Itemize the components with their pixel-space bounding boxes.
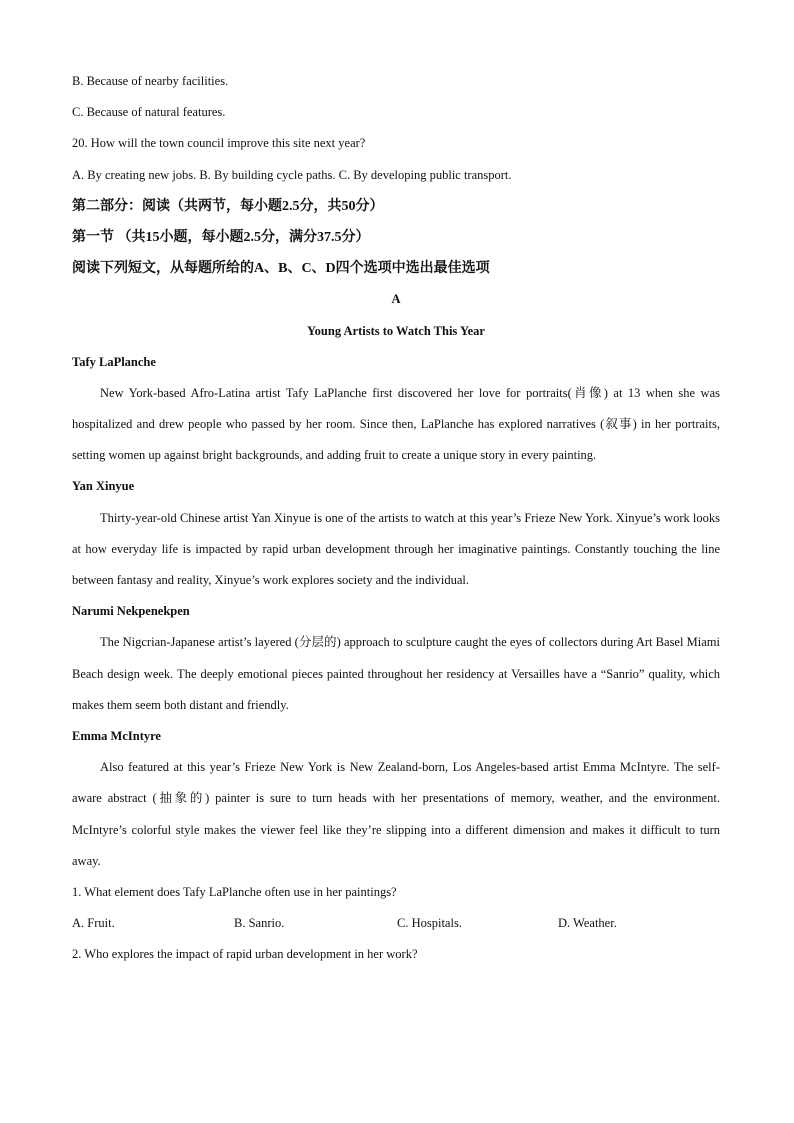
artist-name: Tafy LaPlanche xyxy=(72,354,156,369)
artist-section-nekpenekpen xyxy=(72,596,720,721)
part2-header: 第二部分：阅读（共两节，每小题2.5分，共50分） xyxy=(72,198,384,214)
artist-name: Yan Xinyue xyxy=(72,479,135,494)
artist-description: Thirty-year-old Chinese artist Yan Xinyue is one of the artists to watch at this year’s Frieze New York. Xinyue’s work looks at how everyday life is impacted by rapid urban development through her imaginative paintings. Constantly touching the line between fantasy and reality, Xinyue’s work explores society and the individual. xyxy=(72,510,720,588)
q1-options xyxy=(72,908,720,939)
passage-letter: A xyxy=(391,292,401,307)
reading-instruction: 阅读下列短文，从每题所给的A、B、C、D四个选项中选出最佳选项 xyxy=(72,261,490,277)
q20-stem: 20. How will the town council improve this site next year? xyxy=(72,136,366,151)
artist-description: The Nigcrian-Japanese artist’s layered (分层的) approach to sculpture caught the eyes of collectors during Art Basel Miami Beach design week. The deeply emotional pieces painted throughout her residency at Versailles have a “Sanrio” quality, which makes them seem both distant and friendly. xyxy=(72,635,720,712)
q19-option-b: B. Because of nearby facilities. xyxy=(72,74,229,88)
q1-stem: 1. What element does Tafy LaPlanche often use in her paintings? xyxy=(72,885,397,900)
passage-title: Young Artists to Watch This Year xyxy=(307,323,485,338)
artist-section-yan xyxy=(72,471,720,596)
artist-description: Also featured at this year’s Frieze New York is New Zealand-born, Los Angeles-based artist Emma McIntyre. The self-aware abstract (抽象的) painter is sure to turn heads with her presentations of memory, weather, and the environment. McIntyre’s colorful style makes the viewer feel like they’re slipping into a different dimension and makes it difficult to turn away. xyxy=(72,760,720,868)
artist-section-laplanche xyxy=(72,347,720,472)
q2-stem: 2. Who explores the impact of rapid urban development in her work? xyxy=(72,947,418,962)
q19-option-c: C. Because of natural features. xyxy=(72,105,226,120)
artist-name: Narumi Nekpenekpen xyxy=(72,604,190,619)
artist-name: Emma McIntyre xyxy=(72,729,161,744)
q1-option-a: A. Fruit. xyxy=(72,916,115,931)
q1-option-c: C. Hospitals. xyxy=(397,916,462,931)
q1-option-d: D. Weather. xyxy=(558,916,617,931)
q20-options: A. By creating new jobs. B. By building cycle paths. C. By developing public transport. xyxy=(72,167,512,182)
artist-section-mcintyre xyxy=(72,721,720,877)
section1-header: 第一节 （共15小题，每小题2.5分，满分37.5分） xyxy=(72,229,370,245)
artist-description: New York-based Afro-Latina artist Tafy LaPlanche first discovered her love for portraits(肖像) at 13 when she was hospitalized and drew people who passed by her room. Since then, LaPlanche has explored narratives (叙事) in her portraits, setting women up against bright backgrounds, and adding fruit to create a unique story in every painting. xyxy=(72,385,720,463)
document-page xyxy=(72,66,720,971)
q1-option-b: B. Sanrio. xyxy=(234,916,285,931)
